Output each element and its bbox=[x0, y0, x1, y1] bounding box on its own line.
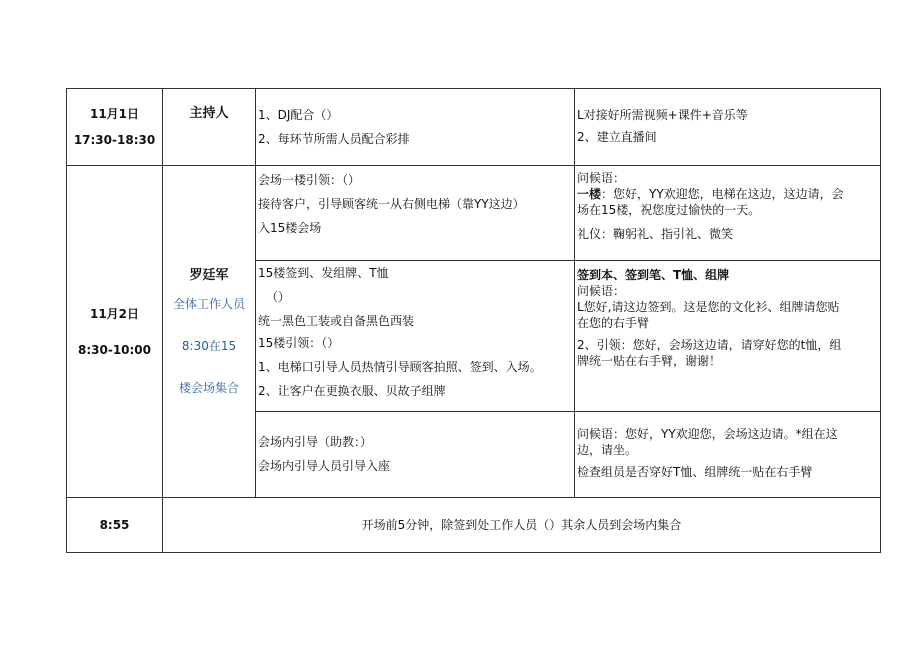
note-cell bbox=[575, 261, 881, 412]
task-line: 会场内引导（助教：） bbox=[258, 435, 373, 449]
task-line: （） bbox=[266, 290, 291, 304]
task-line: 2、每环节所需人员配合彩排 bbox=[258, 132, 410, 146]
note-line bbox=[577, 186, 878, 202]
table-row bbox=[67, 89, 881, 166]
task-line: 1、DJ配合（） bbox=[258, 108, 339, 122]
note-line: 场在15楼，祝您度过愉快的一天。 bbox=[577, 203, 761, 217]
note-line: 2、建立直播间 bbox=[577, 130, 657, 144]
date-cell bbox=[67, 166, 163, 498]
note-line: 问候语： bbox=[577, 284, 626, 298]
date-text: 11月1日 bbox=[89, 107, 140, 121]
merged-text: 开场前5分钟，除签到处工作人员（）其余人员到会场内集合 bbox=[361, 518, 682, 532]
task-cell bbox=[256, 166, 575, 261]
note-line: L您好,请这边签到。这是您的文化衫、组牌请您贴 bbox=[577, 300, 840, 314]
task-line: 会场一楼引领：（） bbox=[258, 173, 361, 187]
task-line: 统一黑色工装或自备黑色西装 bbox=[258, 314, 415, 328]
person-cell bbox=[163, 166, 256, 498]
date-text: 11月2日 bbox=[89, 306, 140, 321]
task-line: 15楼引领：（） bbox=[258, 336, 340, 350]
time-text: 17:30-18:30 bbox=[73, 133, 156, 147]
note-line: 问候语：您好，YY欢迎您，会场这边请。*组在这 bbox=[577, 427, 838, 441]
time-cell bbox=[67, 498, 163, 553]
note-line-rest: ：您好，YY欢迎您，电梯在这边，这边请，会 bbox=[601, 187, 844, 201]
note-cell bbox=[575, 412, 881, 498]
time-text: 8:30-10:00 bbox=[77, 342, 152, 357]
person-note: 全体工作人员 bbox=[172, 296, 245, 311]
note-cell bbox=[575, 89, 881, 166]
note-cell bbox=[575, 166, 881, 261]
note-line: 签到本、签到笔、T恤、组牌 bbox=[577, 268, 730, 282]
date-cell bbox=[67, 89, 163, 166]
note-line: 问候语： bbox=[577, 171, 626, 185]
person-cell bbox=[163, 89, 256, 166]
note-line: 检查组员是否穿好T恤、组牌统一贴在右手臂 bbox=[577, 465, 813, 479]
task-line: 接待客户，引导顾客统一从右侧电梯（靠YY这边） bbox=[258, 197, 525, 211]
merged-text-cell bbox=[163, 498, 881, 553]
note-line: 边，请坐。 bbox=[577, 443, 638, 457]
task-line: 入15楼会场 bbox=[258, 221, 322, 235]
note-line: 牌统一贴在右手臂，谢谢！ bbox=[577, 354, 722, 368]
task-line: 2、让客户在更换衣服、贝故子组牌 bbox=[258, 384, 446, 398]
task-line: 会场内引导人员引导入座 bbox=[258, 459, 391, 473]
note-line: 2、引领：您好，会场这边请，请穿好您的t恤，组 bbox=[577, 338, 842, 352]
note-line: 在您的右手臂 bbox=[577, 316, 650, 330]
schedule-table bbox=[66, 88, 881, 553]
note-bold: 一楼 bbox=[577, 187, 602, 201]
note-line: L对接好所需视频+课件+音乐等 bbox=[577, 108, 748, 122]
person-name: 主持人 bbox=[189, 106, 229, 121]
table-row bbox=[67, 498, 881, 553]
time-text: 8:55 bbox=[99, 518, 130, 532]
table-row bbox=[67, 166, 881, 261]
task-cell bbox=[256, 261, 575, 412]
task-line: 15楼签到、发组牌、T恤 bbox=[258, 266, 389, 280]
person-name: 罗廷军 bbox=[189, 267, 229, 283]
task-cell bbox=[256, 412, 575, 498]
person-note: 8:30在15 bbox=[181, 338, 237, 353]
person-note: 楼会场集合 bbox=[178, 380, 239, 395]
task-cell bbox=[256, 89, 575, 166]
task-line: 1、电梯口引导人员热情引导顾客拍照、签到、入场。 bbox=[258, 360, 542, 374]
note-line: 礼仪：鞠躬礼、指引礼、微笑 bbox=[577, 227, 734, 241]
